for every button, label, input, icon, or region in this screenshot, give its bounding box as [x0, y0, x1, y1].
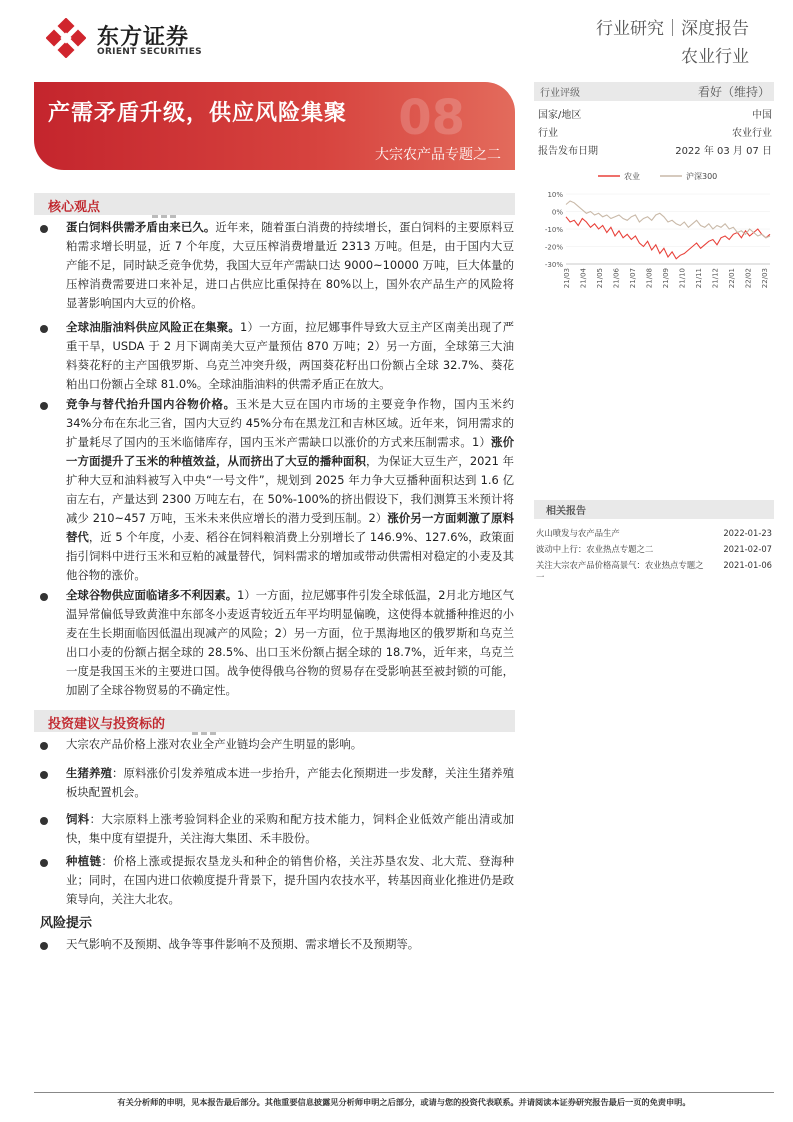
core-point-emphasis: 涨价另一方面刺激了原料替代	[66, 511, 514, 544]
series-line	[566, 201, 770, 238]
banner-decoration: 08	[398, 90, 465, 146]
core-point-text: ，近 5 个年度，小麦、稻谷在饲料粮消费上分别增长了 146.9%、127.6%，政策面指引饲料中进行玉米和豆粕的减量替代，饲料需求的增加或带动供需相对稳定的小麦及其他谷物的涨价。	[66, 530, 514, 582]
invest-point	[66, 852, 514, 909]
related-report-name[interactable]: 关注大宗农产品价格高景气：农业热点专题之一	[536, 560, 704, 582]
title-banner	[34, 82, 515, 170]
y-tick-label: 0%	[551, 208, 563, 217]
x-tick-label: 21/03	[563, 268, 571, 289]
invest-point	[66, 764, 514, 802]
invest-point-text: ：大宗原料上涨考验饲料企业的采购和配方技术能力，饲料企业低效产能出清或加快，集中度有望提升，关注海大集团、禾丰股份。	[66, 812, 514, 845]
info-key: 报告发布日期	[538, 146, 598, 157]
x-tick-label: 21/05	[596, 268, 604, 289]
x-tick-label: 21/09	[662, 268, 670, 289]
core-point-lead: 全球油脂油料供应风险正在集聚。	[66, 320, 240, 334]
bullet-icon	[40, 402, 48, 410]
core-point-lead: 全球谷物供应面临诸多不利因素。	[66, 588, 238, 602]
invest-point	[66, 735, 514, 754]
report-type: 行业研究｜深度报告	[596, 19, 749, 39]
brand-name-en: ORIENT SECURITIES	[97, 47, 202, 57]
core-point-text: 1）一方面，拉尼娜事件引发全球低温，2月北方地区气温异常偏低导致黄淮中东部冬小麦返青较近五年平均明显偏晚，这使得本就播种推迟的小麦在生长期面临因低温出现减产的风险；2）另一方面，位于黑海地区的俄罗斯和乌克兰出口小麦的份额占据全球的 28.5%、出口玉米份额占据全球的 18.7%，近年来，乌克兰一度是我国玉米的主要进口国。战争使得俄乌谷物的贸易存在受影响甚至被封锁的可能，加剧了全球谷物贸易的不确定性。	[66, 588, 514, 697]
info-row	[534, 124, 774, 142]
rating-label: 行业评级	[540, 88, 580, 99]
info-row	[534, 142, 774, 160]
invest-point-lead: 饲料	[66, 812, 90, 826]
report-title: 产需矛盾升级，供应风险集聚	[48, 101, 348, 126]
x-tick-label: 21/11	[695, 268, 703, 289]
invest-point-lead: 种植链	[66, 854, 102, 868]
info-key: 国家/地区	[538, 110, 582, 121]
footer-divider	[34, 1092, 774, 1093]
core-point-text: 玉米是大豆在国内市场的主要竞争作物，国内玉米约 34%分布在东北三省，国内大豆约 45%分布在黑龙江和吉林区域。近年来，饲用需求的扩量耗尽了国内的玉米临储库存，国内玉米产需缺口以涨价的方式来压制需求。1）	[66, 397, 514, 449]
bullet-icon	[40, 225, 48, 233]
risk-text: 天气影响不及预期、战争等事件影响不及预期、需求增长不及预期等。	[66, 937, 420, 951]
x-tick-label: 21/04	[579, 268, 588, 289]
info-value: 中国	[752, 110, 772, 121]
core-point	[66, 586, 514, 700]
y-tick-label: -10%	[544, 226, 563, 234]
related-reports-title: 相关报告	[546, 506, 586, 517]
x-tick-label: 22/03	[761, 268, 769, 289]
rating-value: 看好（维持）	[697, 85, 770, 99]
invest-point	[66, 810, 514, 848]
x-tick-label: 21/07	[629, 268, 637, 289]
section-title: 核心观点	[48, 200, 101, 215]
legend-label: 农业	[624, 172, 640, 181]
bullet-icon	[40, 817, 48, 825]
invest-point-text: ：价格上涨或提振农垦龙头和种企的销售价格，关注苏垦农发、北大荒、登海种业；同时，在国内进口依赖度提升背景下，提升国内农技水平，转基因商业化推进仍是政策导向，关注大北农。	[66, 854, 514, 906]
core-point	[66, 218, 514, 313]
info-key: 行业	[538, 128, 558, 139]
y-tick-label: 10%	[547, 191, 563, 199]
section-title: 投资建议与投资标的	[48, 717, 166, 732]
x-tick-label: 22/01	[728, 268, 736, 289]
related-report-date: 2021-01-06	[723, 560, 772, 570]
risk-title: 风险提示	[40, 916, 93, 931]
core-point-text: ，为保证大豆生产，2021 年扩种大豆和油料被写入中央“一号文件”，规划到 2025 年力争大豆播种面积达到 1.6 亿亩左右，产量达到 2300 万吨左右，在 50%-100%的挤出假设下，我们测算玉米预计将减少 210~457 万吨，玉米未来供应增长的潜力受到压制。2）	[66, 454, 514, 525]
invest-point-text: ：原料涨价引发养殖成本进一步抬升，产能去化预期进一步发酵，关注生猪养殖板块配置机会。	[66, 766, 514, 799]
core-point-text: 近年来，随着蛋白消费的持续增长，蛋白饲料的主要原料豆粕需求增长明显，近 7 个年度，大豆压榨消费增量近 2313 万吨。但是，由于国内大豆产能不足，同时缺乏竞争优势，我国大豆年产需缺口达 9000~10000 万吨，巨大体量的压榨消费需要进口来补足，进口占供应比重保持在 80%以上，国外农产品生产的风险将显著影响国内大豆的价格。	[66, 220, 514, 310]
x-tick-label: 21/08	[645, 268, 654, 289]
legend-label: 沪深300	[686, 172, 718, 181]
bullet-icon	[40, 593, 48, 601]
section-header-core	[34, 193, 515, 215]
bullet-icon	[40, 325, 48, 333]
related-report-name[interactable]: 火山喷发与农产品生产	[536, 528, 620, 538]
section-header-invest	[34, 710, 515, 732]
brand-name-cn: 东方证券	[97, 25, 190, 50]
footer-disclaimer: 有关分析师的申明，见本报告最后部分。其他重要信息披露见分析师申明之后部分，或请与您的投资代表联系。并请阅读本证券研究报告最后一页的免责申明。	[117, 1097, 691, 1107]
x-tick-label: 21/06	[612, 268, 621, 289]
x-tick-label: 21/10	[678, 268, 687, 289]
related-report-date: 2021-02-07	[723, 544, 772, 554]
company-logo-icon	[46, 18, 86, 58]
bullet-icon	[40, 859, 48, 867]
y-tick-label: -20%	[544, 243, 563, 252]
core-point-text: 1）一方面，拉尼娜事件导致大豆主产区南美出现了严重干旱，USDA 于 2 月下调南美大豆产量预估 870 万吨；2）另一方面，全球第三大油料葵花籽的主产国俄罗斯、乌克兰冲突升级，两国葵花籽出口份额占全球 32.7%、葵花粕出口份额占全球 81.0%。全球油脂油料的供需矛盾正在放大。	[66, 320, 514, 391]
core-point-lead: 蛋白饲料供需矛盾由来已久。	[66, 220, 216, 234]
x-tick-label: 21/12	[711, 268, 720, 289]
y-tick-label: -30%	[544, 261, 563, 269]
core-point	[66, 318, 514, 394]
info-row	[534, 106, 774, 124]
performance-chart	[534, 168, 774, 298]
report-subtitle: 大宗农产品专题之二	[375, 147, 501, 163]
invest-point-text: 大宗农产品价格上涨对农业全产业链均会产生明显的影响。	[66, 737, 363, 751]
core-point	[66, 395, 514, 585]
bullet-icon	[40, 942, 48, 950]
info-value: 2022 年 03 月 07 日	[675, 146, 772, 157]
related-report-name[interactable]: 波动中上行：农业热点专题之二	[536, 544, 654, 554]
bullet-icon	[40, 742, 48, 750]
info-value: 农业行业	[732, 128, 772, 139]
bullet-icon	[40, 771, 48, 779]
series-line	[566, 217, 770, 259]
core-point-emphasis: 涨价一方面提升了玉米的种植效益，从而挤出了大豆的播种面积	[66, 435, 514, 468]
industry-label: 农业行业	[681, 47, 749, 67]
invest-point-lead: 生猪养殖	[66, 766, 112, 780]
core-point-lead: 竞争与替代抬升国内谷物价格。	[66, 397, 236, 411]
x-tick-label: 22/02	[744, 268, 753, 289]
related-report-date: 2022-01-23	[723, 528, 772, 538]
